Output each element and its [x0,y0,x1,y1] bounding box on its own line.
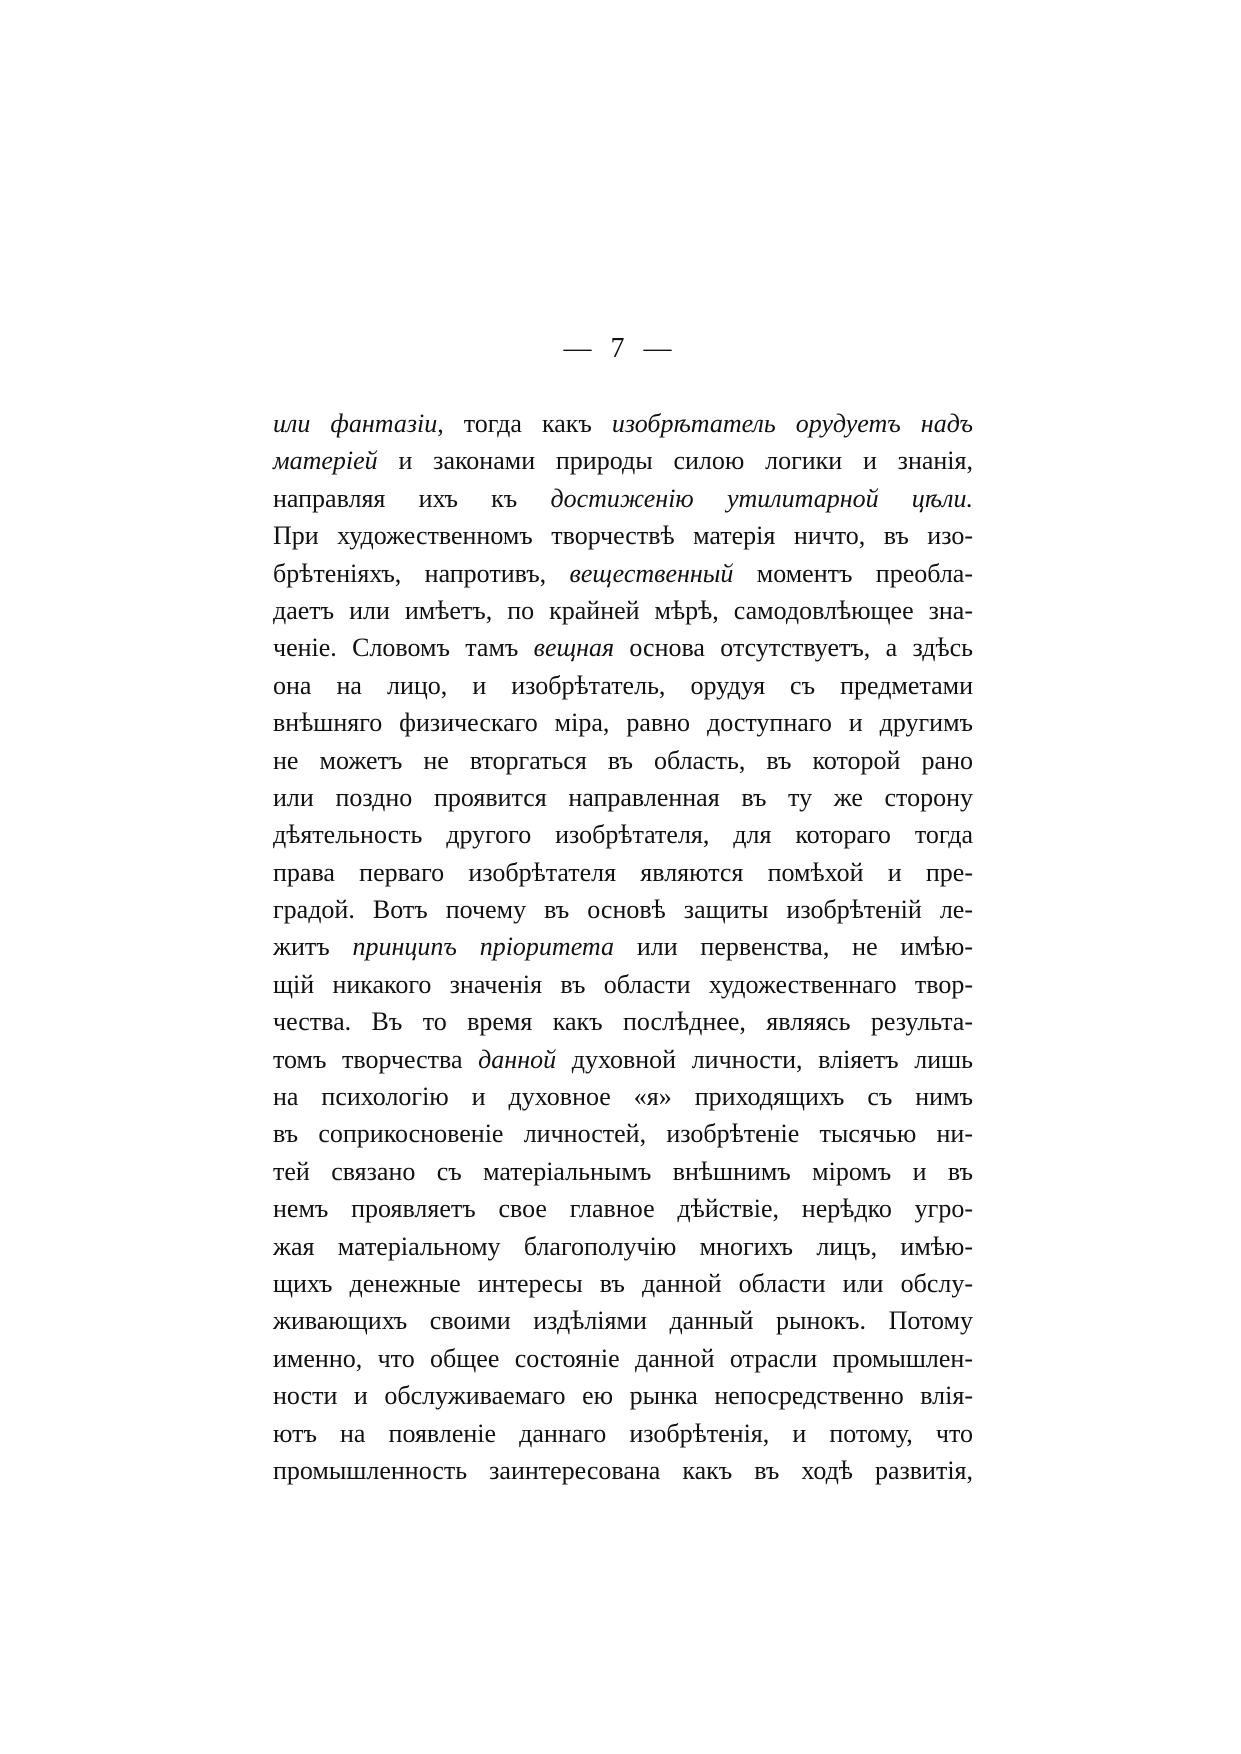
text-segment: въ соприкосновеніе личностей, изобрѣтеніе тысячью ни- [273,1119,973,1149]
text-line [273,667,973,704]
text-segment: промышленность заинтересована какъ въ ходѣ развитія, [273,1455,973,1485]
text-segment: брѣтеніяхъ, напротивъ, [273,558,570,588]
text-segment: на психологію и духовное «я» приходящихъ съ нимъ [273,1082,973,1112]
text-line [273,1415,973,1452]
text-line [273,966,973,1003]
text-line [273,1115,973,1152]
italic-text: или фантазіи [273,409,438,438]
text-segment: ютъ на появленіе даннаго изобрѣтенія, и потому, что [273,1418,973,1448]
italic-text: изобрѣтатель орудуетъ надъ [611,409,973,438]
text-line [273,1190,973,1227]
text-line [273,928,973,965]
text-segment: житъ [273,932,353,962]
text-segment: именно, что общее состояніе данной отрасли промышлен- [273,1343,973,1373]
text-line [273,629,973,666]
text-line [273,1302,973,1339]
text-segment: основа отсутствуетъ, а здѣсь [614,633,973,663]
text-segment: она на лицо, и изобрѣтатель, орудуя съ предметами [273,670,973,700]
italic-text: данной [478,1044,557,1074]
text-line [273,1153,973,1190]
text-segment: жая матеріальному благополучію многихъ лицъ, имѣю- [273,1231,973,1261]
text-line [273,1228,973,1265]
text-line [273,1078,973,1115]
text-line [273,816,973,853]
text-line [273,742,973,779]
text-segment: чества. Въ то время какъ послѣднее, являясь результа- [273,1007,973,1037]
text-line [273,891,973,928]
text-line [273,1452,973,1489]
text-line [273,854,973,891]
text-segment: томъ творчества [273,1044,479,1074]
text-segment: немъ проявляетъ свое главное дѣйствіе, нерѣдко угро- [273,1194,973,1224]
text-segment: внѣшняго физическаго міра, равно доступнаго и другимъ [273,708,973,738]
text-segment: дѣятельность другого изобрѣтателя, для котораго тогда [273,820,973,850]
text-line [273,1041,973,1078]
text-segment: и законами природы силою логики и знанія, [377,446,973,476]
text-line [273,1340,973,1377]
text-line [273,405,973,442]
text-segment: даетъ или имѣетъ, по крайней мѣрѣ, самодовлѣющее зна- [273,595,973,625]
text-line [273,517,973,554]
text-segment: тей связано съ матеріальнымъ внѣшнимъ міромъ и въ [273,1156,973,1186]
italic-text: принципъ пріоритета [352,932,614,962]
text-segment: не можетъ не вторгаться въ область, въ которой рано [273,745,973,775]
text-segment: направляя ихъ къ [273,483,551,513]
italic-text: матеріей [273,446,378,476]
text-segment: щихъ денежные интересы въ данной области или обслу- [273,1268,973,1298]
text-line [273,1377,973,1414]
text-line [273,1265,973,1302]
text-line [273,704,973,741]
text-segment: ности и обслуживаемаго ею рынка непосредственно влія- [273,1381,973,1411]
italic-text: вещественный [569,558,734,588]
text-segment: градой. Вотъ почему въ основѣ защиты изобрѣтеній ле- [273,895,973,925]
text-line [273,480,973,517]
text-line [273,555,973,592]
text-line [273,592,973,629]
text-segment: При художественномъ творчествѣ матерія ничто, въ изо- [273,521,973,551]
text-line [273,779,973,816]
text-segment: щій никакого значенія въ области художественнаго твор- [273,969,973,999]
text-segment: или первенства, не имѣю- [614,932,973,962]
text-segment: живающихъ своими издѣліями данный рынокъ. Потому [273,1306,973,1336]
italic-text: достиженію утилитарной цѣли. [550,483,973,513]
page-number: — 7 — [563,333,678,364]
text-segment: , тогда какъ [437,409,612,438]
text-segment: духовной личности, вліяетъ лишь [556,1044,974,1074]
text-segment: или поздно проявится направленная въ ту же сторону [273,782,973,812]
text-line [273,1003,973,1040]
italic-text: вещная [533,633,615,663]
text-segment: права перваго изобрѣтателя являются помѣхой и пре- [273,857,973,887]
body-text [273,405,973,1489]
text-line [273,442,973,479]
text-segment: моментъ преобла- [733,558,973,588]
text-segment: ченіе. Словомъ тамъ [273,633,534,663]
